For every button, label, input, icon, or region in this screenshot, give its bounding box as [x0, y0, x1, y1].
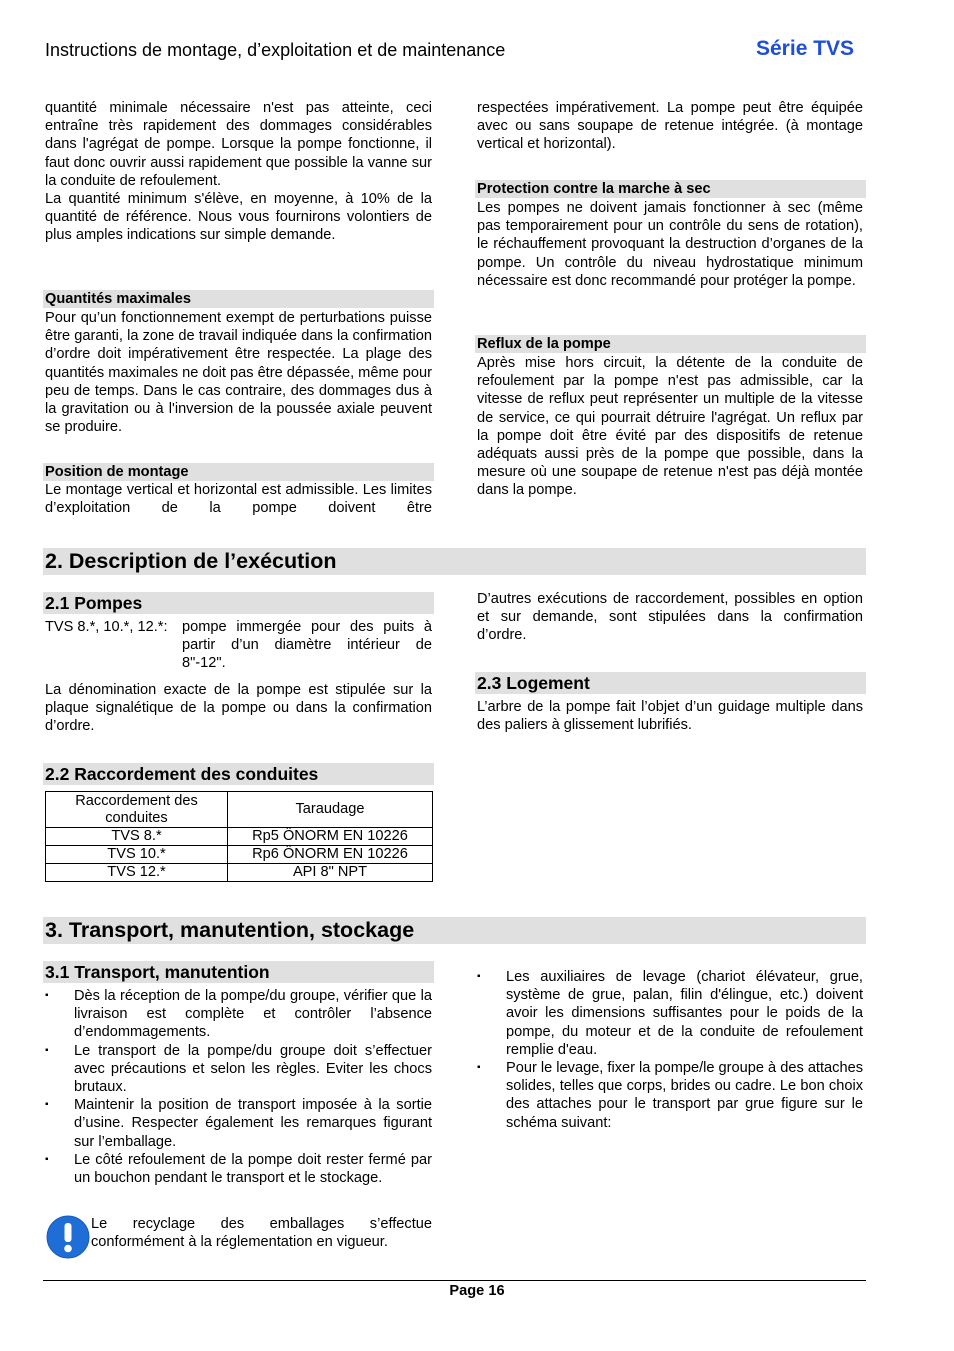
bar-title: Protection contre la marche à sec	[477, 181, 711, 197]
list-item-text: Le transport de la pompe/du groupe doit s’effectuer avec précautions et selon les règles. Eviter les chocs brutaux.	[74, 1042, 432, 1096]
table-header: Taraudage	[228, 792, 433, 828]
bullet-icon: ▪	[45, 1153, 49, 1165]
list-item-text: Maintenir la position de transport imposée à la sortie d’usine. Respecter également les remarques figurant sur l’emballage.	[74, 1097, 432, 1150]
subsection-heading-pompes	[43, 592, 434, 614]
section-bar-reflux	[475, 335, 866, 353]
table-cell: Rp6 ÖNORM EN 10226	[228, 846, 433, 864]
footer-divider	[43, 1280, 866, 1281]
paragraph: D’autres exécutions de raccordement, possibles en option et sur demande, sont stipulées dans la confirmation d’ordre.	[477, 591, 863, 644]
bar-title: Quantités maximales	[45, 291, 192, 307]
section-heading-3	[43, 917, 866, 944]
document-title: Instructions de montage, d’exploitation et de maintenance	[45, 40, 506, 60]
section-bar-quantites-maximales	[43, 290, 434, 308]
heading-text: 2.2 Raccordement des conduites	[45, 764, 319, 784]
section-bar-marche-a-sec	[475, 180, 866, 198]
paragraph: Pour qu’un fonctionnement exempt de perturbations puisse être garanti, la zone de travail indiquée dans la confirmation d’ordre doit impérativement être respectée. La plage des quantités maximales ne doit pas être dépassée, même pour peu de temps. Dans le cas contraire, des dommages dus à la gravitation ou à l'inversion de la poussée axiale peuvent se produire.	[45, 310, 432, 436]
table-row	[46, 864, 433, 882]
heading-text: 2.1 Pompes	[45, 593, 143, 613]
paragraph: La dénomination exacte de la pompe est stipulée sur la plaque signalétique de la pompe ou dans la confirmation d’ordre.	[45, 682, 432, 735]
table-cell: Rp5 ÖNORM EN 10226	[228, 828, 433, 846]
bar-title: Position de montage	[45, 464, 189, 480]
paragraph: quantité minimale nécessaire n'est pas atteinte, ceci entraîne très rapidement des dommages considérables dans l'agrégat de pompe. Lorsque la pompe fonctionne, il faut donc ouvrir aussi rapidement que possible la vanne sur la conduite de refoulement.	[45, 100, 432, 189]
paragraph: La quantité minimum s'élève, en moyenne, à 10% de la quantité de référence. Nous vous fournirons volontiers de plus amples indications sur simple demande.	[45, 191, 432, 244]
section-bar-position-montage	[43, 463, 434, 481]
table-cell: TVS 10.*	[46, 846, 228, 864]
subsection-heading-transport	[43, 961, 434, 983]
list-item-text: Dès la réception de la pompe/du groupe, vérifier que la livraison est complète et contrôler l’absence d’endommagements.	[74, 988, 432, 1041]
paragraph: respectées impérativement. La pompe peut être équipée avec ou sans soupape de retenue intégrée. (à montage vertical et horizontal).	[477, 100, 863, 153]
bullet-icon: ▪	[45, 1044, 49, 1056]
list-item	[45, 1151, 432, 1187]
pump-model-description: pompe immergée pour des puits à partir d’un diamètre intérieur de 8"-12".	[182, 619, 432, 672]
list-item-text: Les auxiliaires de levage (chariot élévateur, grue, système de grue, palan, filin d'élingue, etc.) doivent avoir les dimensions suffisantes pour le poids de la pompe, du moteur et de la conduite de refoulement remplie d'eau.	[506, 969, 863, 1058]
list-item	[477, 968, 863, 1059]
bullet-icon: ▪	[477, 1062, 481, 1074]
table-cell: TVS 12.*	[46, 864, 228, 882]
list-item	[45, 987, 432, 1042]
list-item-text: Le côté refoulement de la pompe doit rester fermé par un bouchon pendant le transport et le stockage.	[74, 1151, 432, 1187]
subsection-heading-raccordement	[43, 763, 434, 785]
bullet-icon: ▪	[477, 971, 481, 982]
table-row	[46, 828, 433, 846]
list-item	[45, 1042, 432, 1097]
heading-text: 2. Description de l’exécution	[45, 549, 337, 573]
exclamation-icon	[46, 1215, 90, 1259]
table-row	[46, 846, 433, 864]
recycling-note: Le recyclage des emballages s’effectue conformément à la réglementation en vigueur.	[91, 1216, 432, 1251]
paragraph: Après mise hors circuit, la détente de la conduite de refoulement par la pompe n'est pas admissible, car la vitesse de reflux peut représenter un multiple de la vitesse de service, ce qui pourrait détruire l'agrégat. Un reflux par la pompe doit être évité par des dispositifs de retenue adéquats aussi près de la pompe que possible, dans la mesure où une soupape de retenue n'est pas déjà montée dans la pompe.	[477, 355, 863, 499]
series-title: Série TVS	[756, 37, 855, 60]
pump-model-label: TVS 8.*, 10.*, 12.*:	[45, 619, 168, 635]
subsection-heading-logement	[475, 672, 866, 694]
bullet-list-left	[45, 987, 432, 1187]
table-header-row	[46, 792, 433, 828]
list-item-text: Pour le levage, fixer la pompe/le groupe à des attaches solides, telles que corps, brides ou cadre. Le bon choix des attaches pour le transport par grue figure sur le schéma suivant:	[506, 1060, 863, 1131]
page-number: Page 16	[449, 1283, 505, 1299]
table-cell: API 8" NPT	[228, 864, 433, 882]
heading-text: 3. Transport, manutention, stockage	[45, 918, 415, 942]
bar-title: Reflux de la pompe	[477, 336, 611, 352]
bullet-list-right	[477, 968, 863, 1132]
table-cell: TVS 8.*	[46, 828, 228, 846]
list-item	[45, 1096, 432, 1151]
heading-text: 2.3 Logement	[477, 673, 590, 693]
heading-text: 3.1 Transport, manutention	[45, 962, 270, 982]
paragraph: Le montage vertical et horizontal est admissible. Les limites d’exploitation de la pompe doivent être	[45, 482, 432, 517]
list-item	[477, 1059, 863, 1132]
connection-table	[45, 791, 433, 882]
paragraph: Les pompes ne doivent jamais fonctionner à sec (même pas temporairement pour un contrôle du sens de rotation), le réchauffement provoquant la destruction d’organes de la pompe. Un contrôle du niveau hydrostatique minimum nécessaire est donc recommandé pour protéger la pompe.	[477, 200, 863, 289]
bullet-icon: ▪	[45, 990, 49, 1001]
top-left-column	[45, 99, 432, 245]
table-header: Raccordement des conduites	[46, 792, 228, 828]
section-heading-2	[43, 548, 866, 575]
paragraph: L’arbre de la pompe fait l’objet d’un guidage multiple dans des paliers à glissement lubrifiés.	[477, 699, 863, 734]
bullet-icon: ▪	[45, 1099, 49, 1111]
